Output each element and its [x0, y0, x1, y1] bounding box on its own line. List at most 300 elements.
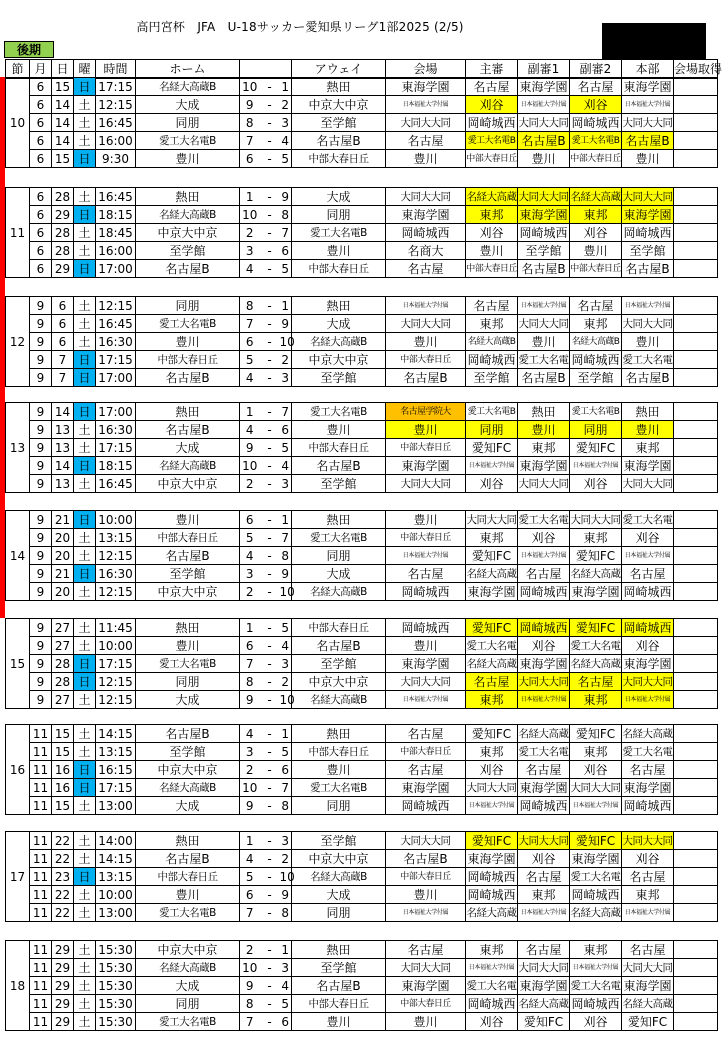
home-team: 同朋	[136, 995, 240, 1013]
table-row	[6, 868, 718, 886]
month: 9	[30, 655, 52, 673]
headquarters: 東海学園	[623, 79, 672, 94]
home-team: 大成	[136, 439, 240, 457]
referee: 愛工大名電	[466, 637, 518, 655]
day: 6	[52, 333, 74, 351]
home-number: 2	[240, 761, 260, 779]
referee: 愛工大名電B	[466, 132, 518, 150]
day: 15	[52, 78, 74, 96]
weekday: 土	[74, 797, 96, 815]
weekday: 土	[74, 959, 96, 977]
page-title: 高円宮杯 JFA U-18サッカー愛知県リーグ1部2025 (2/5)	[136, 20, 464, 34]
month: 6	[30, 96, 52, 114]
away-number: 9	[280, 315, 292, 333]
venue-acquired	[674, 351, 718, 369]
referee: 愛工大名電B	[466, 403, 518, 421]
dash: -	[260, 761, 280, 779]
referee: 日本福祉大学付属	[466, 797, 518, 815]
month: 6	[30, 206, 52, 224]
dash: -	[260, 797, 280, 815]
assistant-1: 名古屋	[518, 565, 570, 583]
assistant-1: 豊川	[518, 333, 570, 351]
home-number: 10	[240, 78, 260, 96]
away-number: 7	[280, 529, 292, 547]
dash: -	[260, 691, 280, 709]
headquarters: 日本福祉大学付属	[622, 297, 674, 315]
weekday: 日	[74, 868, 96, 886]
assistant-2: 愛工大名電	[570, 637, 622, 655]
time: 13:15	[96, 868, 136, 886]
assistant-2: 刈谷	[570, 475, 622, 493]
referee: 岡崎城西	[467, 996, 516, 1011]
away-number: 6	[280, 421, 292, 439]
venue-acquired	[674, 832, 718, 850]
table-row	[6, 619, 718, 637]
month: 9	[30, 297, 52, 315]
referee: 愛知FC	[466, 439, 518, 457]
round-number: 18	[6, 941, 30, 1031]
assistant-1: 大同大大同	[518, 315, 570, 333]
venue: 大同大大同	[386, 114, 466, 132]
referee: 大同大大同	[466, 511, 518, 529]
venue: 豊川	[386, 150, 466, 168]
away-team: 名古屋B	[292, 132, 386, 150]
header-cell: 時間	[96, 60, 136, 79]
venue: 東海学園	[386, 206, 466, 224]
dash: -	[260, 315, 280, 333]
assistant-2: 同朋	[570, 421, 622, 439]
home-team: 豊川	[136, 637, 240, 655]
away-team: 中京大中京	[292, 351, 386, 369]
venue-acquired	[674, 761, 718, 779]
headquarters: 名古屋B	[622, 369, 674, 387]
assistant-2: 愛工大名電	[570, 977, 622, 995]
referee: 刈谷	[466, 475, 518, 493]
headquarters: 名古屋	[622, 868, 674, 886]
round-table	[5, 296, 718, 387]
assistant-1: 名古屋	[518, 761, 570, 779]
assistant-1: 東海学園	[519, 780, 568, 795]
day: 14	[52, 114, 74, 132]
away-number: 7	[280, 403, 292, 421]
time: 13:00	[96, 797, 136, 815]
table-row	[6, 297, 718, 315]
venue: 日本福祉大学付属	[386, 904, 466, 922]
day: 20	[52, 529, 74, 547]
dash: -	[260, 224, 280, 242]
away-team: 熱田	[292, 78, 386, 96]
table-row	[6, 886, 718, 904]
away-team: 至学館	[292, 114, 386, 132]
home-team: 愛工大名電B	[136, 904, 240, 922]
table-row	[6, 260, 718, 278]
away-number: 4	[280, 637, 292, 655]
day: 16	[52, 761, 74, 779]
referee: 至学館	[466, 369, 518, 387]
home-team: 名古屋B	[136, 421, 240, 439]
venue: 豊川	[386, 511, 466, 529]
weekday: 日	[74, 673, 96, 691]
day: 13	[52, 475, 74, 493]
venue: 岡崎城西	[386, 619, 466, 637]
away-number: 5	[280, 743, 292, 761]
day: 28	[52, 224, 74, 242]
headquarters: 岡崎城西	[623, 620, 672, 635]
table-row	[6, 529, 718, 547]
assistant-2: 東邦	[570, 529, 622, 547]
header-cell: 日	[52, 60, 74, 79]
home-number: 9	[240, 96, 260, 114]
venue: 名古屋B	[386, 850, 466, 868]
assistant-1: 大同大大同	[518, 114, 570, 132]
home-team: 名経大高蔵B	[136, 959, 240, 977]
dash: -	[260, 511, 280, 529]
venue-acquired	[674, 886, 718, 904]
away-number: 5	[280, 260, 292, 278]
referee: 名古屋	[466, 78, 518, 96]
weekday: 土	[74, 583, 96, 601]
table-row	[6, 351, 718, 369]
month: 11	[30, 868, 52, 886]
day: 22	[52, 832, 74, 850]
home-team: 愛工大名電B	[136, 655, 240, 673]
assistant-1: 岡崎城西	[519, 584, 568, 599]
headquarters: 愛工大名電	[622, 351, 674, 369]
headquarters: 東海学園	[623, 978, 672, 993]
weekday: 日	[74, 206, 96, 224]
assistant-2: 名経大高蔵B	[570, 333, 622, 351]
header-cell: 副審2	[570, 60, 622, 79]
away-number: 3	[280, 369, 292, 387]
home-team: 名古屋B	[136, 260, 240, 278]
headquarters: 愛知FC	[622, 1013, 674, 1031]
day: 13	[52, 439, 74, 457]
home-number: 9	[240, 977, 260, 995]
table-row	[6, 242, 718, 260]
assistant-1: 名古屋	[518, 941, 570, 959]
month: 9	[30, 421, 52, 439]
headquarters: 愛工大名電	[622, 511, 674, 529]
referee: 日本福祉大学付属	[466, 457, 518, 475]
away-number: 4	[280, 457, 292, 475]
venue-acquired	[674, 206, 718, 224]
time: 10:00	[96, 511, 136, 529]
assistant-1: 名経大高蔵	[518, 995, 570, 1013]
month: 9	[30, 369, 52, 387]
venue-acquired	[674, 904, 718, 922]
away-team: 愛工大名電B	[292, 403, 386, 421]
table-row	[6, 637, 718, 655]
round-table	[5, 831, 718, 922]
assistant-1: 岡崎城西	[519, 798, 568, 813]
venue-acquired	[674, 297, 718, 315]
dash: -	[260, 150, 280, 168]
home-number: 2	[240, 941, 260, 959]
dash: -	[260, 439, 280, 457]
day: 15	[52, 797, 74, 815]
away-team: 豊川	[292, 761, 386, 779]
home-team: 大成	[136, 96, 240, 114]
home-team: 至学館	[136, 743, 240, 761]
assistant-1: 大同大大同	[518, 832, 570, 850]
dash: -	[260, 904, 280, 922]
away-number: 5	[280, 995, 292, 1013]
time: 16:45	[96, 475, 136, 493]
referee: 名経大高蔵B	[466, 333, 518, 351]
away-number: 1	[280, 941, 292, 959]
venue-acquired	[674, 457, 718, 475]
table-row	[6, 333, 718, 351]
assistant-2: 中部大春日丘	[570, 260, 622, 278]
round-number: 16	[6, 725, 30, 815]
dash: -	[260, 206, 280, 224]
day: 28	[52, 655, 74, 673]
month: 6	[30, 150, 52, 168]
venue-acquired	[674, 475, 718, 493]
assistant-1: 東海学園	[519, 79, 568, 94]
day: 20	[52, 547, 74, 565]
month: 9	[30, 529, 52, 547]
away-number: 6	[280, 761, 292, 779]
assistant-2: 愛知FC	[570, 619, 622, 637]
weekday: 日	[74, 761, 96, 779]
table-row	[6, 96, 718, 114]
venue: 大同大大同	[386, 188, 466, 206]
dash: -	[260, 369, 280, 387]
home-team: 至学館	[136, 242, 240, 260]
time: 18:15	[96, 457, 136, 475]
venue: 名商大	[386, 242, 466, 260]
round-table	[5, 77, 718, 168]
month: 6	[30, 260, 52, 278]
month: 11	[30, 797, 52, 815]
assistant-1: 愛工大名電	[518, 743, 570, 761]
weekday: 土	[74, 242, 96, 260]
venue-acquired	[674, 583, 718, 601]
redacted-box	[602, 23, 706, 59]
time: 16:00	[96, 132, 136, 150]
assistant-2: 東邦	[570, 743, 622, 761]
headquarters: 至学館	[622, 242, 674, 260]
venue: 中部大春日丘	[386, 868, 466, 886]
home-team: 名古屋B	[136, 369, 240, 387]
dash: -	[260, 351, 280, 369]
month: 6	[30, 114, 52, 132]
dash: -	[260, 403, 280, 421]
month: 11	[30, 995, 52, 1013]
assistant-1: 刈谷	[518, 637, 570, 655]
away-number: 4	[280, 977, 292, 995]
venue: 中部大春日丘	[386, 351, 466, 369]
dash: -	[260, 743, 280, 761]
round-number: 11	[6, 188, 30, 278]
time: 16:45	[96, 188, 136, 206]
day: 14	[52, 96, 74, 114]
away-number: 6	[280, 242, 292, 260]
home-team: 豊川	[136, 886, 240, 904]
away-number: 3	[280, 475, 292, 493]
time: 16:45	[96, 114, 136, 132]
weekday: 土	[74, 529, 96, 547]
venue-acquired	[674, 637, 718, 655]
away-team: 中部大春日丘	[292, 995, 386, 1013]
venue-acquired	[674, 188, 718, 206]
assistant-1: 熱田	[518, 403, 570, 421]
home-team: 同朋	[136, 114, 240, 132]
venue-acquired	[674, 565, 718, 583]
month: 6	[30, 188, 52, 206]
headquarters: 愛工大名電	[622, 743, 674, 761]
header-cell	[280, 60, 292, 79]
venue: 名古屋学院大	[386, 403, 466, 421]
assistant-2: 東邦	[570, 941, 622, 959]
day: 14	[52, 457, 74, 475]
assistant-2: 日本福祉大学付属	[570, 457, 622, 475]
home-team: 中部大春日丘	[136, 868, 240, 886]
assistant-2: 至学館	[570, 369, 622, 387]
time: 12:15	[96, 547, 136, 565]
headquarters: 岡崎城西	[623, 798, 672, 813]
headquarters: 東海学園	[623, 780, 672, 795]
assistant-1: 豊川	[518, 150, 570, 168]
away-team: 名古屋B	[292, 977, 386, 995]
assistant-2: 名経大高蔵	[570, 188, 622, 206]
weekday: 日	[74, 260, 96, 278]
month: 9	[30, 619, 52, 637]
assistant-2: 豊川	[570, 242, 622, 260]
headquarters: 刈谷	[622, 850, 674, 868]
table-row	[6, 904, 718, 922]
month: 11	[30, 832, 52, 850]
day: 15	[52, 725, 74, 743]
table-row	[6, 565, 718, 583]
headquarters: 豊川	[622, 333, 674, 351]
home-team: 熱田	[136, 832, 240, 850]
weekday: 日	[74, 779, 96, 797]
table-row	[6, 977, 718, 995]
assistant-1: 名古屋	[518, 868, 570, 886]
table-row	[6, 797, 718, 815]
headquarters: 岡崎城西	[623, 225, 672, 240]
day: 14	[52, 132, 74, 150]
time: 10:00	[96, 637, 136, 655]
dash: -	[260, 655, 280, 673]
assistant-1: 刈谷	[518, 850, 570, 868]
headquarters: 大同大大同	[622, 315, 674, 333]
header-row	[6, 60, 718, 79]
away-number: 3	[280, 832, 292, 850]
weekday: 土	[74, 977, 96, 995]
dash: -	[260, 959, 280, 977]
table-row	[6, 959, 718, 977]
away-team: 同朋	[292, 797, 386, 815]
venue-acquired	[674, 725, 718, 743]
home-team: 熱田	[136, 188, 240, 206]
referee: 名古屋	[466, 297, 518, 315]
time: 17:15	[96, 351, 136, 369]
weekday: 日	[74, 511, 96, 529]
venue-acquired	[674, 260, 718, 278]
referee: 東邦	[466, 529, 518, 547]
header-cell: アウェイ	[292, 60, 386, 79]
venue-acquired	[674, 439, 718, 457]
assistant-2: 名経大高蔵	[570, 565, 622, 583]
away-team: 名経大高蔵B	[292, 868, 386, 886]
away-team: 中部大春日丘	[292, 439, 386, 457]
weekday: 土	[74, 1013, 96, 1031]
weekday: 土	[74, 315, 96, 333]
referee: 大同大大同	[466, 779, 518, 797]
header-cell	[260, 60, 280, 79]
assistant-1: 至学館	[518, 242, 570, 260]
venue: 大同大大同	[386, 832, 466, 850]
day: 13	[52, 421, 74, 439]
table-row	[6, 673, 718, 691]
headquarters: 大同大大同	[622, 959, 674, 977]
dash: -	[260, 297, 280, 315]
month: 11	[30, 904, 52, 922]
referee: 名経大高蔵	[466, 904, 518, 922]
referee: 刈谷	[466, 96, 518, 114]
assistant-2: 大同大大同	[570, 779, 622, 797]
table-row	[6, 369, 718, 387]
home-team: 中部大春日丘	[136, 351, 240, 369]
away-team: 熱田	[292, 725, 386, 743]
table-row	[6, 583, 718, 601]
month: 11	[30, 1013, 52, 1031]
day: 27	[52, 619, 74, 637]
away-number: 9	[280, 188, 292, 206]
away-team: 至学館	[292, 832, 386, 850]
dash: -	[260, 583, 280, 601]
time: 16:15	[96, 761, 136, 779]
away-number: 2	[280, 850, 292, 868]
dash: -	[260, 421, 280, 439]
table-row	[6, 832, 718, 850]
assistant-2: 愛知FC	[570, 547, 622, 565]
round-number: 14	[6, 511, 30, 601]
venue-acquired	[674, 547, 718, 565]
headquarters: 名経大高蔵	[622, 995, 674, 1013]
round-table	[5, 940, 718, 1031]
venue: 中部大春日丘	[386, 995, 466, 1013]
headquarters: 東海学園	[623, 207, 672, 222]
table-row	[6, 114, 718, 132]
round-table	[5, 187, 718, 278]
headquarters: 熱田	[622, 403, 674, 421]
headquarters: 豊川	[622, 421, 674, 439]
away-number: 6	[280, 1013, 292, 1031]
referee: 愛知FC	[466, 619, 518, 637]
venue-acquired	[674, 78, 718, 96]
weekday: 土	[74, 850, 96, 868]
venue: 中部大春日丘	[386, 439, 466, 457]
table-row	[6, 761, 718, 779]
month: 9	[30, 673, 52, 691]
home-number: 4	[240, 547, 260, 565]
home-number: 7	[240, 655, 260, 673]
venue-acquired	[674, 959, 718, 977]
venue-acquired	[674, 995, 718, 1013]
table-row	[6, 655, 718, 673]
assistant-2: 東海学園	[571, 851, 620, 866]
away-team: 大成	[292, 886, 386, 904]
dash: -	[260, 565, 280, 583]
home-number: 1	[240, 188, 260, 206]
headquarters: 日本福祉大学付属	[622, 547, 674, 565]
assistant-1: 東海学園	[519, 458, 568, 473]
time: 14:15	[96, 850, 136, 868]
